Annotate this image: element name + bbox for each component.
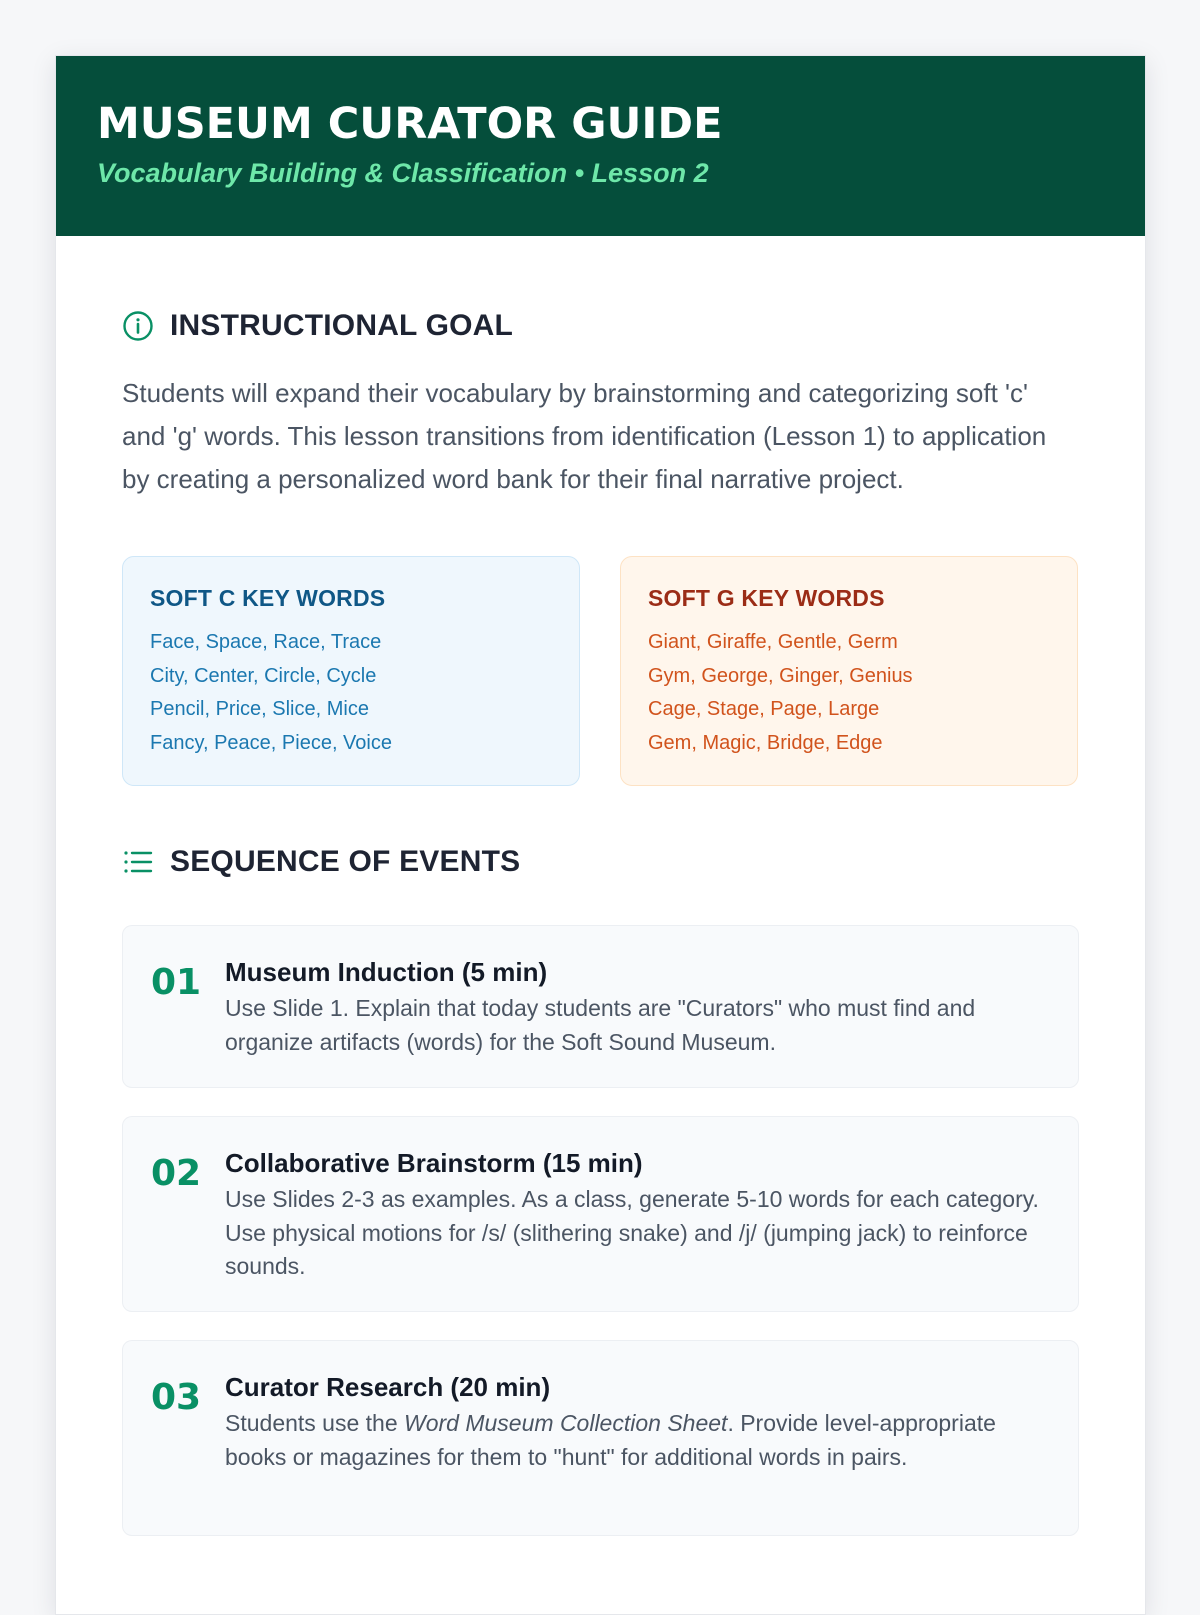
soft-g-line: Gym, George, Ginger, Genius bbox=[648, 664, 913, 687]
soft-g-line: Cage, Stage, Page, Large bbox=[648, 698, 880, 720]
soft-c-line: Fancy, Peace, Piece, Voice bbox=[150, 731, 392, 754]
info-circle-icon bbox=[122, 310, 154, 342]
collection-sheet-title: Word Museum Collection Sheet bbox=[404, 1410, 728, 1436]
step-body bbox=[225, 956, 1048, 1059]
step-description-text: Students use the bbox=[225, 1410, 405, 1436]
soft-g-word-bank bbox=[620, 556, 1078, 786]
lesson-guide-page bbox=[55, 55, 1146, 1615]
word-banks bbox=[122, 556, 1079, 786]
soft-c-line: Pencil, Price, Slice, Mice bbox=[150, 698, 369, 720]
goal-section-header bbox=[122, 308, 1079, 344]
sequence-step bbox=[122, 925, 1079, 1088]
list-icon bbox=[122, 846, 154, 878]
soft-g-line: Giant, Giraffe, Gentle, Germ bbox=[648, 631, 898, 653]
sequence-section-header bbox=[122, 844, 1079, 880]
step-number: 01 bbox=[151, 962, 202, 1003]
step-title: Curator Research (20 min) bbox=[225, 1372, 551, 1402]
soft-g-heading: SOFT G KEY WORDS bbox=[648, 585, 885, 611]
sequence-step bbox=[122, 1116, 1079, 1312]
step-description: Use Slides 2-3 as examples. As a class, generate 5-10 words for each category. Use physical motions for /s/ (slithering snake) and /j/ (jumping jack) to reinforce sounds. bbox=[225, 1186, 1039, 1279]
step-description-text: . Provide level-appropriate books or magazines for them to "hunt" for additional words in pairs. bbox=[225, 1410, 996, 1470]
sequence-heading: SEQUENCE OF EVENTS bbox=[170, 845, 521, 878]
step-body bbox=[225, 1147, 1048, 1283]
sequence-step bbox=[122, 1340, 1079, 1536]
step-title: Collaborative Brainstorm (15 min) bbox=[225, 1148, 643, 1178]
soft-c-line: City, Center, Circle, Cycle bbox=[150, 664, 377, 687]
goal-text: Students will expand their vocabulary by brainstorming and categorizing soft 'c' and 'g' words. This lesson transitions from identification (Lesson 1) to application by creating a personalized word bank for their final narrative project. bbox=[122, 378, 1047, 494]
step-number: 03 bbox=[151, 1377, 202, 1418]
step-body bbox=[225, 1371, 1048, 1507]
step-description bbox=[225, 1407, 1048, 1474]
soft-c-heading: SOFT C KEY WORDS bbox=[150, 585, 386, 611]
step-number: 02 bbox=[151, 1153, 202, 1194]
soft-c-word-bank bbox=[122, 556, 580, 786]
step-description: Use Slide 1. Explain that today students are "Curators" who must find and organize artifacts (words) for the Soft Sound Museum. bbox=[225, 995, 976, 1055]
soft-c-line: Face, Space, Race, Trace bbox=[150, 631, 382, 653]
sequence-steps bbox=[122, 925, 1079, 1536]
page-subtitle: Vocabulary Building & Classification • Lesson 2 bbox=[97, 158, 709, 188]
main-content bbox=[56, 236, 1145, 1536]
soft-g-line: Gem, Magic, Bridge, Edge bbox=[648, 731, 883, 754]
goal-heading: INSTRUCTIONAL GOAL bbox=[170, 309, 514, 342]
header-banner bbox=[56, 56, 1145, 236]
step-title: Museum Induction (5 min) bbox=[225, 957, 548, 987]
page-title: MUSEUM CURATOR GUIDE bbox=[97, 99, 723, 149]
